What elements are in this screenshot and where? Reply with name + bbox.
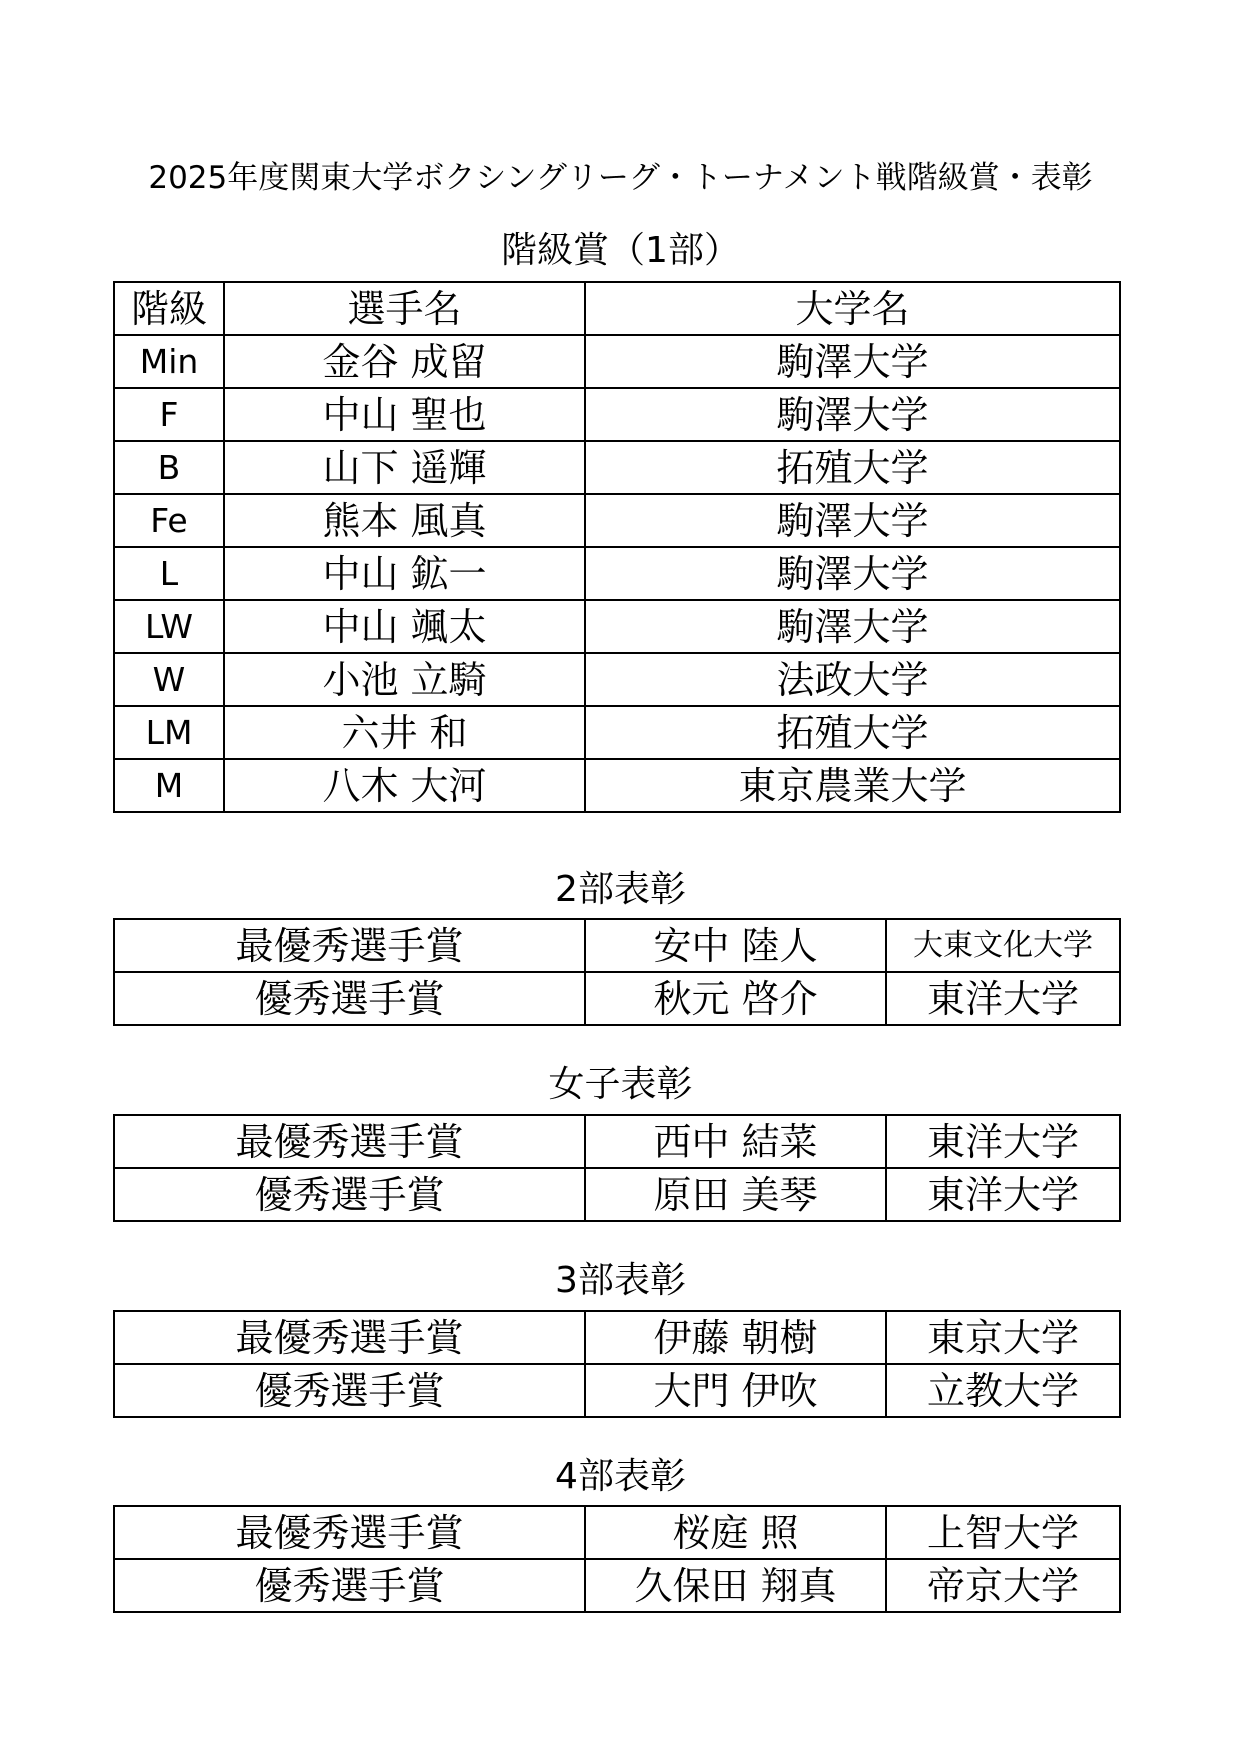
document-title: 2025年度関東大学ボクシングリーグ・トーナメント戦階級賞・表彰 (148, 160, 1093, 196)
table-row (114, 547, 1120, 600)
table-header-row (114, 282, 1120, 335)
weight-class: W (114, 653, 224, 706)
header-class: 階級 (114, 282, 224, 335)
table-row (114, 600, 1120, 653)
player-name: 大門 伊吹 (585, 1364, 886, 1417)
university-name: 東京農業大学 (585, 759, 1120, 812)
university-name: 駒澤大学 (585, 335, 1120, 388)
weight-class: B (114, 441, 224, 494)
player-name: 西中 結菜 (585, 1115, 886, 1168)
table-row (114, 388, 1120, 441)
player-name: 小池 立騎 (224, 653, 585, 706)
header-player-name: 選手名 (224, 282, 585, 335)
player-name: 六井 和 (224, 706, 585, 759)
player-name: 原田 美琴 (585, 1168, 886, 1221)
university-name: 拓殖大学 (585, 706, 1120, 759)
player-name: 山下 遥輝 (224, 441, 585, 494)
award-name: 最優秀選手賞 (114, 1506, 585, 1559)
table-row (114, 1559, 1120, 1612)
player-name: 中山 聖也 (224, 388, 585, 441)
women-honors-table (113, 1114, 1121, 1222)
university-name: 駒澤大学 (585, 547, 1120, 600)
header-university: 大学名 (585, 282, 1120, 335)
division2-honors-title: 2部表彰 (555, 869, 686, 910)
division3-honors-title: 3部表彰 (555, 1260, 686, 1301)
table-row (114, 1311, 1120, 1364)
player-name: 安中 陸人 (585, 919, 886, 972)
university-name: 駒澤大学 (585, 388, 1120, 441)
award-name: 最優秀選手賞 (114, 919, 585, 972)
player-name: 秋元 啓介 (585, 972, 886, 1025)
player-name: 八木 大河 (224, 759, 585, 812)
weight-class: LM (114, 706, 224, 759)
university-name: 東京大学 (886, 1311, 1120, 1364)
university-name: 拓殖大学 (585, 441, 1120, 494)
university-name: 帝京大学 (886, 1559, 1120, 1612)
table-row (114, 1364, 1120, 1417)
university-name: 上智大学 (886, 1506, 1120, 1559)
weight-class: F (114, 388, 224, 441)
table-row (114, 706, 1120, 759)
division4-honors-table (113, 1505, 1121, 1613)
division3-honors-table (113, 1310, 1121, 1418)
class-awards-title: 階級賞（1部） (501, 230, 740, 271)
award-name: 最優秀選手賞 (114, 1311, 585, 1364)
university-name: 東洋大学 (886, 972, 1120, 1025)
table-row (114, 1168, 1120, 1221)
division2-honors-table (113, 918, 1121, 1026)
weight-class: Fe (114, 494, 224, 547)
player-name: 中山 颯太 (224, 600, 585, 653)
table-row (114, 441, 1120, 494)
table-row (114, 919, 1120, 972)
university-name: 大東文化大学 (886, 919, 1120, 972)
university-name: 立教大学 (886, 1364, 1120, 1417)
weight-class: L (114, 547, 224, 600)
university-name: 駒澤大学 (585, 600, 1120, 653)
table-row (114, 494, 1120, 547)
university-name: 東洋大学 (886, 1115, 1120, 1168)
class-awards-table (113, 281, 1121, 813)
weight-class: M (114, 759, 224, 812)
award-name: 優秀選手賞 (114, 972, 585, 1025)
weight-class: LW (114, 600, 224, 653)
women-honors-title: 女子表彰 (548, 1064, 693, 1105)
table-row (114, 1506, 1120, 1559)
player-name: 中山 鉱一 (224, 547, 585, 600)
player-name: 桜庭 照 (585, 1506, 886, 1559)
player-name: 金谷 成留 (224, 335, 585, 388)
table-row (114, 1115, 1120, 1168)
weight-class: Min (114, 335, 224, 388)
table-row (114, 653, 1120, 706)
university-name: 東洋大学 (886, 1168, 1120, 1221)
table-row (114, 335, 1120, 388)
player-name: 熊本 風真 (224, 494, 585, 547)
university-name: 法政大学 (585, 653, 1120, 706)
player-name: 伊藤 朝樹 (585, 1311, 886, 1364)
division4-honors-title: 4部表彰 (555, 1456, 686, 1497)
university-name: 駒澤大学 (585, 494, 1120, 547)
award-name: 優秀選手賞 (114, 1364, 585, 1417)
award-name: 最優秀選手賞 (114, 1115, 585, 1168)
player-name: 久保田 翔真 (585, 1559, 886, 1612)
table-row (114, 972, 1120, 1025)
award-name: 優秀選手賞 (114, 1559, 585, 1612)
table-row (114, 759, 1120, 812)
award-name: 優秀選手賞 (114, 1168, 585, 1221)
